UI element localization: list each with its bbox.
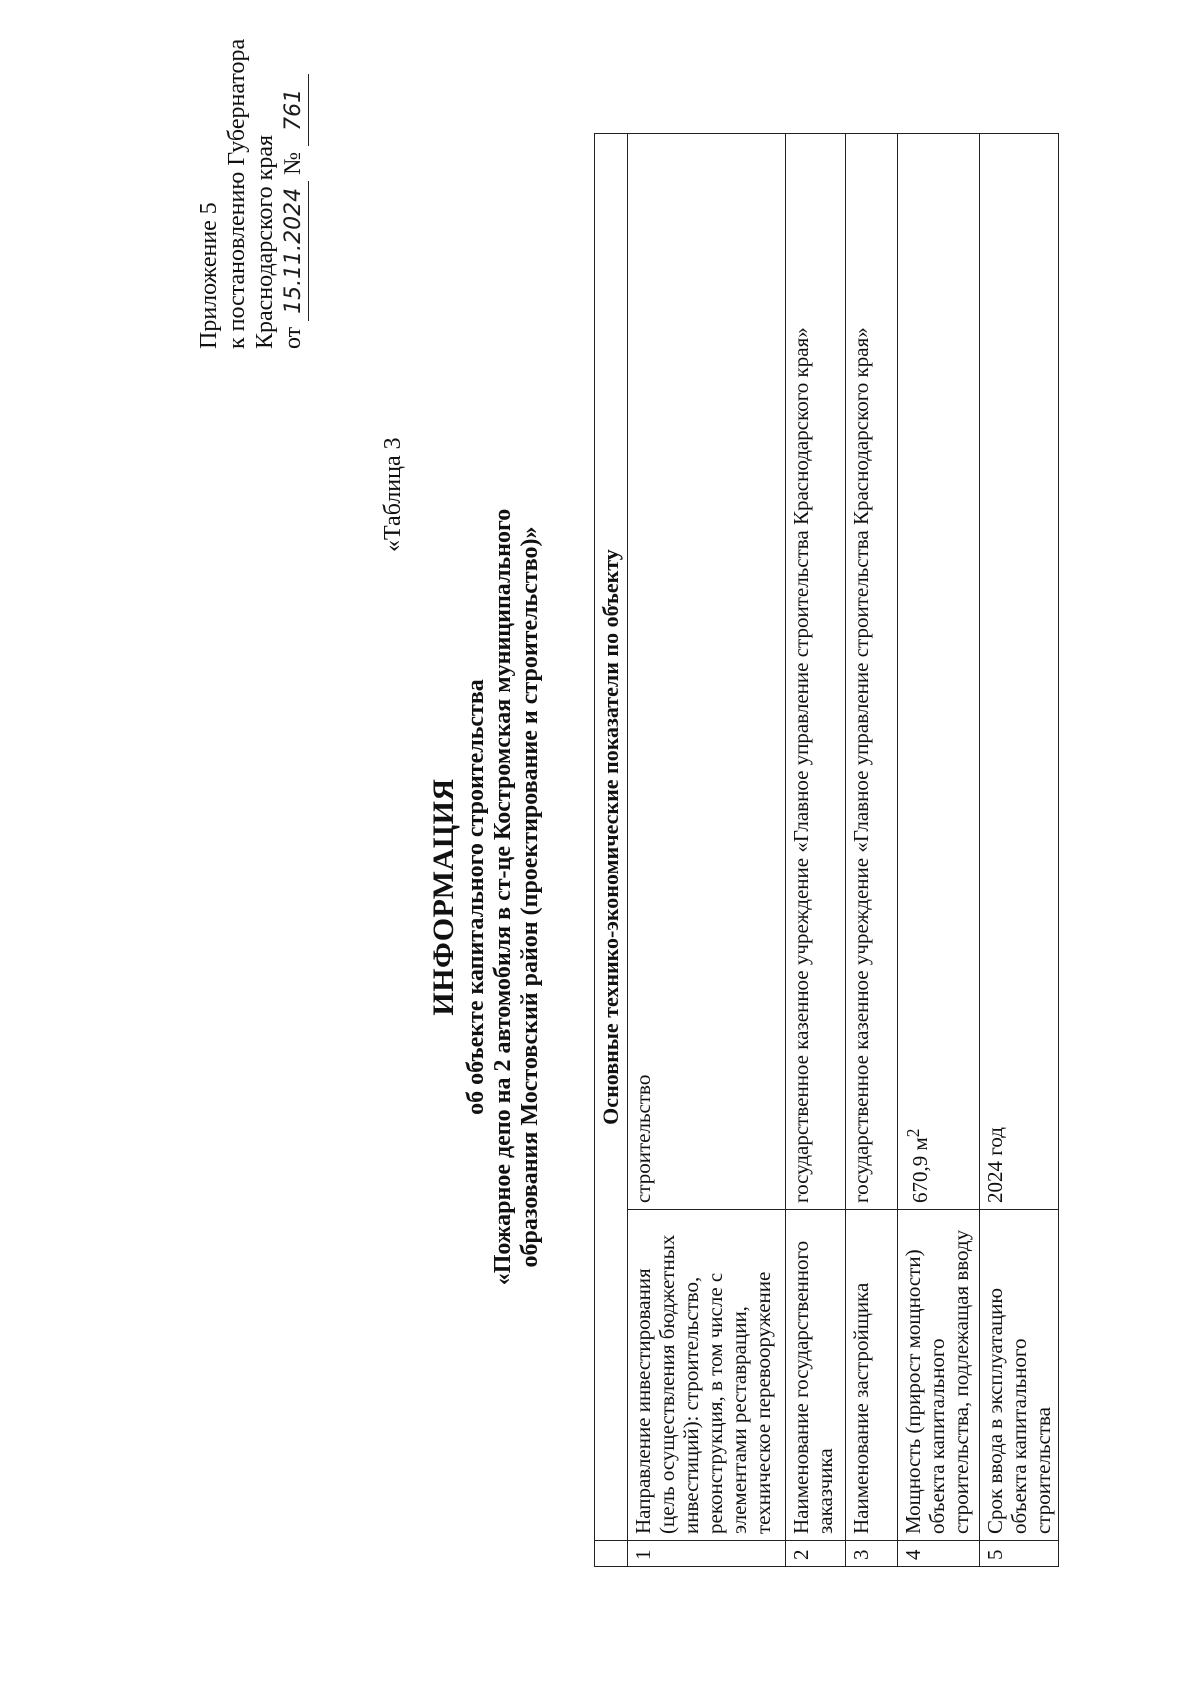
heading-line-2: «Пожарное депо на 2 автомобиля в ст-це Костромская муниципального bbox=[490, 508, 516, 1286]
capacity-unit-exponent: 2 bbox=[903, 1128, 923, 1138]
table-row bbox=[980, 134, 1059, 1567]
capacity-value: 670,9 м bbox=[908, 1137, 932, 1203]
heading-title: ИНФОРМАЦИЯ bbox=[427, 778, 460, 1016]
row-label: Наименование застройщика bbox=[846, 1210, 898, 1541]
appendix-line-2: к постановлению Губернатора bbox=[224, 38, 250, 349]
appendix-date-number-line bbox=[279, 19, 309, 349]
row-value: государственное казенное учреждение «Главное управление строительства Краснодарского края» bbox=[846, 134, 898, 1210]
table-label: «Таблица 3 bbox=[380, 437, 406, 552]
row-number: 3 bbox=[846, 1541, 898, 1567]
row-label: Мощность (прирост мощности) объекта капитального строительства, подлежащая вводу bbox=[898, 1210, 980, 1541]
section-header: Основные технико-экономические показатели по объекту bbox=[595, 134, 628, 1541]
appendix-line-3: Краснодарского края bbox=[252, 134, 278, 349]
row-number: 1 bbox=[628, 1541, 786, 1567]
row-label: Срок ввода в эксплуатацию объекта капитального строительства bbox=[980, 1210, 1059, 1541]
indicators-table bbox=[594, 133, 1059, 1567]
table-row bbox=[846, 134, 898, 1567]
row-label: Направление инвестирования (цель осуществления бюджетных инвестиций): строительство, реконструкция, в том числе с элементами реставрации, техническое перевооружение bbox=[628, 1210, 786, 1541]
row-value: государственное казенное учреждение «Главное управление строительства Краснодарского края» bbox=[786, 134, 846, 1210]
appendix-line-1: Приложение 5 bbox=[196, 202, 222, 349]
row-value bbox=[898, 134, 980, 1210]
header-empty-cell bbox=[595, 1541, 628, 1567]
table-header-row bbox=[595, 134, 628, 1567]
appendix-block bbox=[195, 19, 309, 349]
document-heading bbox=[425, 397, 544, 1397]
row-value: 2024 год bbox=[980, 134, 1059, 1210]
table-row bbox=[786, 134, 846, 1567]
table-row bbox=[898, 134, 980, 1567]
row-label: Наименование государственного заказчика bbox=[786, 1210, 846, 1541]
handwritten-number: 761 bbox=[280, 74, 309, 146]
heading-line-1: об объекте капитального строительства bbox=[463, 679, 489, 1115]
row-number: 5 bbox=[980, 1541, 1059, 1567]
handwritten-date: 15.11.2024 bbox=[280, 181, 309, 321]
row-value: строительство bbox=[628, 134, 786, 1210]
row-number: 4 bbox=[898, 1541, 980, 1567]
from-prefix: от bbox=[280, 326, 306, 349]
row-number: 2 bbox=[786, 1541, 846, 1567]
number-prefix: № bbox=[280, 151, 306, 175]
table-row bbox=[628, 134, 786, 1567]
heading-line-3: образования Мостовский район (проектирование и строительство)» bbox=[517, 526, 543, 1268]
